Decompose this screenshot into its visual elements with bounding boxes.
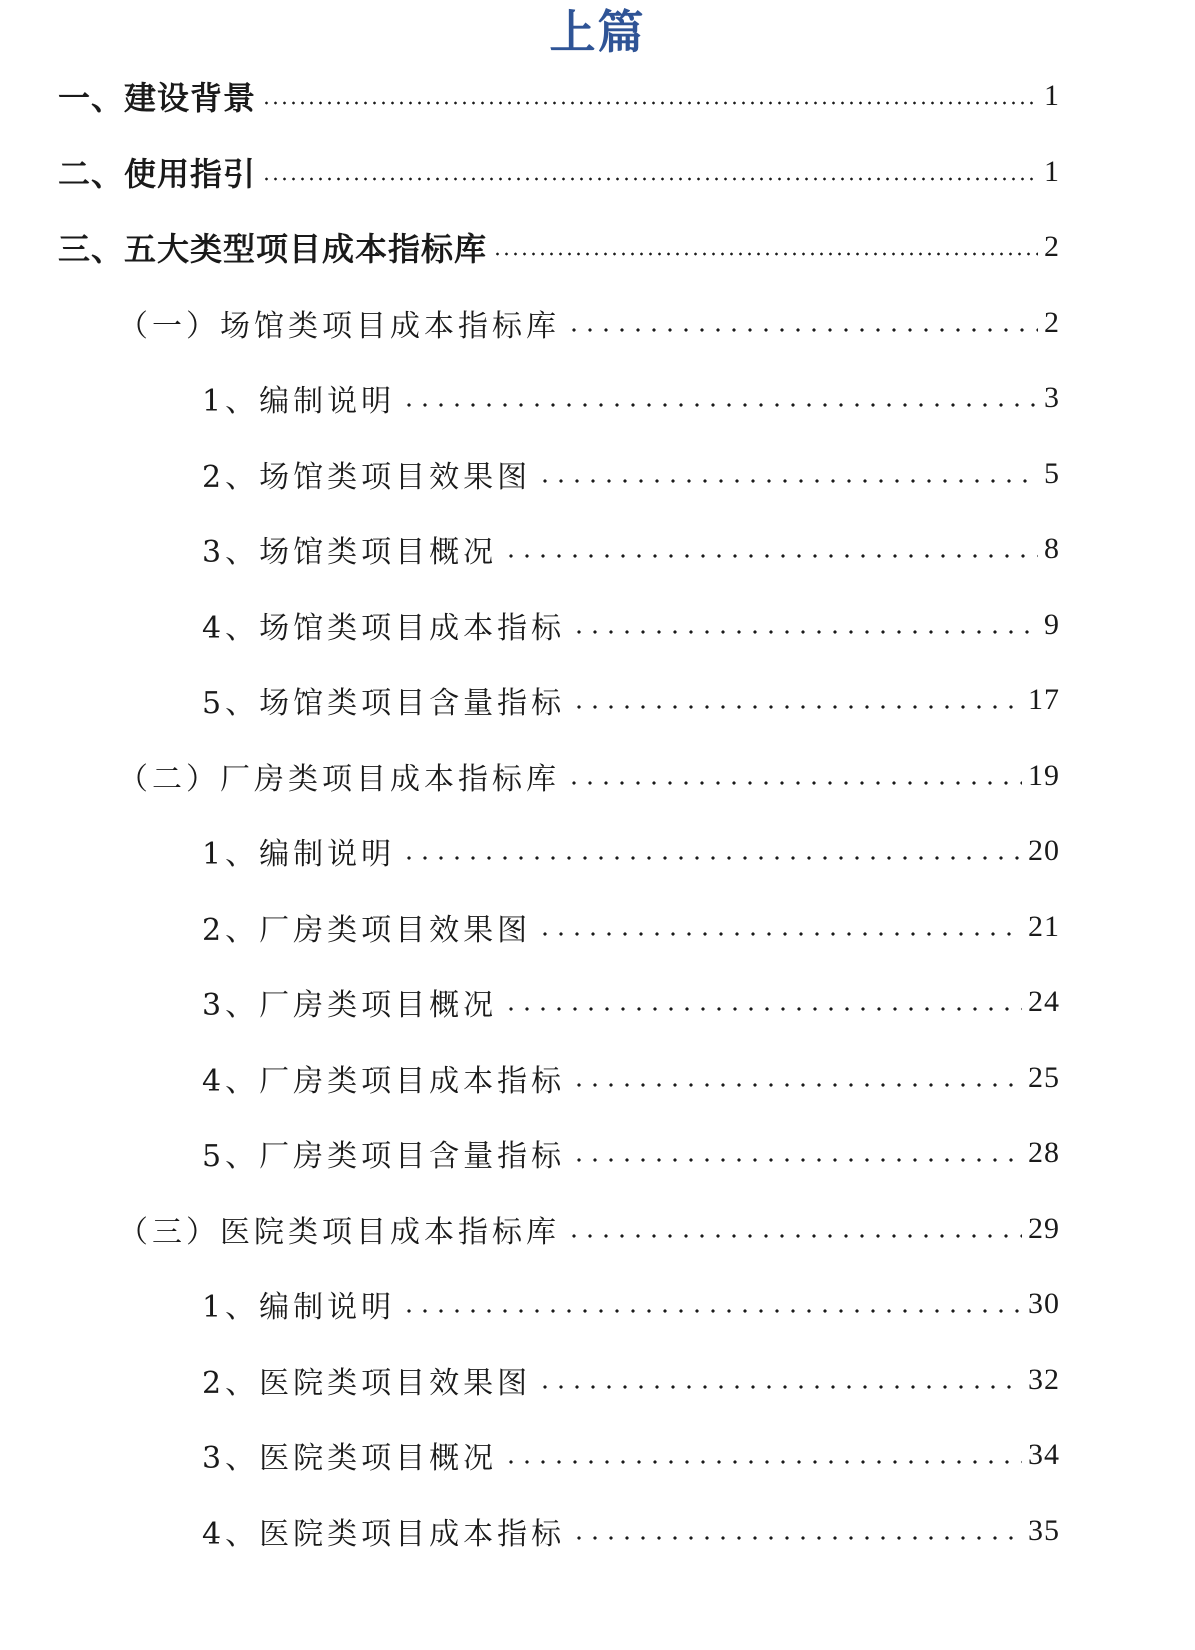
toc-entry-page: 3 (1044, 381, 1060, 414)
toc-leader-dots (537, 479, 1038, 483)
toc-entry-page: 17 (1028, 683, 1060, 716)
toc-leader-dots (571, 705, 1022, 709)
toc-entry[interactable] (58, 217, 1060, 277)
toc-leader-dots (262, 177, 1038, 181)
toc-entry[interactable] (202, 1048, 1060, 1108)
toc-entry[interactable] (202, 1350, 1060, 1410)
toc-entry-page: 1 (1044, 154, 1060, 188)
toc-entry-label: 4、场馆类项目成本指标 (202, 610, 566, 646)
toc-entry-label: 2、厂房类项目效果图 (202, 912, 532, 948)
toc-entry[interactable] (202, 1425, 1060, 1485)
toc-entry[interactable] (202, 1501, 1060, 1561)
toc-leader-dots (401, 856, 1022, 860)
toc-entry-label: 3、厂房类项目概况 (202, 988, 498, 1023)
toc-leader-dots (566, 1234, 1022, 1238)
toc-entry[interactable] (118, 1199, 1060, 1259)
toc-entry-page: 2 (1044, 305, 1060, 339)
toc-leader-dots (571, 1083, 1022, 1087)
toc-leader-dots (503, 554, 1038, 558)
toc-leader-dots (537, 932, 1022, 936)
toc-entry-label: 2、医院类项目效果图 (202, 1365, 532, 1401)
toc-entry-page: 30 (1028, 1287, 1060, 1320)
toc-entry-label: 2、场馆类项目效果图 (202, 459, 532, 495)
toc-entry-label: 5、厂房类项目含量指标 (202, 1139, 566, 1174)
toc-leader-dots (566, 328, 1038, 332)
toc-leader-dots (401, 403, 1038, 407)
toc-entry-page: 20 (1028, 834, 1060, 867)
toc-entry-page: 32 (1028, 1362, 1060, 1396)
toc-entry-page: 34 (1028, 1438, 1060, 1471)
toc-entry-page: 19 (1028, 758, 1060, 792)
toc-leader-dots (503, 1460, 1022, 1464)
toc-leader-dots (503, 1007, 1022, 1011)
toc-entry[interactable] (118, 746, 1060, 806)
toc-leader-dots (537, 1385, 1022, 1389)
toc-entry-page: 9 (1044, 607, 1060, 641)
toc-entry-page: 29 (1028, 1211, 1060, 1245)
toc-entry[interactable] (202, 519, 1060, 579)
toc-entry-page: 28 (1028, 1136, 1060, 1169)
toc-entry[interactable] (58, 142, 1060, 202)
toc-entry-label: （三）医院类项目成本指标库 (118, 1214, 560, 1250)
toc-entry-page: 8 (1044, 532, 1060, 565)
toc-entry-page: 2 (1044, 230, 1060, 263)
toc-entry-page: 25 (1028, 1060, 1060, 1094)
toc-entry-label: 3、医院类项目概况 (202, 1441, 498, 1476)
toc-entry[interactable] (202, 972, 1060, 1032)
toc-entry[interactable] (202, 1123, 1060, 1183)
toc-entry[interactable] (202, 368, 1060, 428)
toc-leader-dots (493, 252, 1038, 256)
toc-entry-label: 4、医院类项目成本指标 (202, 1516, 566, 1552)
toc-entry-page: 24 (1028, 985, 1060, 1018)
page-title: 上篇 (549, 5, 646, 59)
toc-entry[interactable] (202, 897, 1060, 957)
toc-entry[interactable] (202, 1274, 1060, 1334)
toc-entry-page: 1 (1044, 79, 1060, 112)
toc-entry-page: 5 (1044, 456, 1060, 490)
toc-leader-dots (571, 630, 1038, 634)
toc-entry-label: 一、建设背景 (58, 79, 257, 117)
toc-entry[interactable] (118, 293, 1060, 353)
toc-entry-label: 1、编制说明 (202, 1290, 396, 1325)
toc-leader-dots (401, 1309, 1022, 1313)
toc-entry-label: 二、使用指引 (58, 154, 257, 193)
toc-entry-label: 三、五大类型项目成本指标库 (58, 230, 488, 268)
toc-leader-dots (571, 1536, 1022, 1540)
toc-entry[interactable] (202, 444, 1060, 504)
toc-entry-label: 5、场馆类项目含量指标 (202, 686, 566, 721)
toc-entry[interactable] (58, 66, 1060, 126)
toc-entry-label: 3、场馆类项目概况 (202, 535, 498, 570)
toc-entry-label: 1、编制说明 (202, 837, 396, 872)
toc-entry[interactable] (202, 821, 1060, 881)
toc-entry-label: （二）厂房类项目成本指标库 (118, 761, 560, 797)
toc-entry-page: 35 (1028, 1513, 1060, 1547)
toc-entry-label: （一）场馆类项目成本指标库 (118, 308, 560, 344)
toc-entry-label: 1、编制说明 (202, 384, 396, 419)
toc-entry-label: 4、厂房类项目成本指标 (202, 1063, 566, 1099)
toc-leader-dots (566, 781, 1022, 785)
toc-leader-dots (571, 1158, 1022, 1162)
toc-leader-dots (262, 101, 1038, 105)
toc-entry-page: 21 (1028, 909, 1060, 943)
toc-entry[interactable] (202, 595, 1060, 655)
toc-entry[interactable] (202, 670, 1060, 730)
